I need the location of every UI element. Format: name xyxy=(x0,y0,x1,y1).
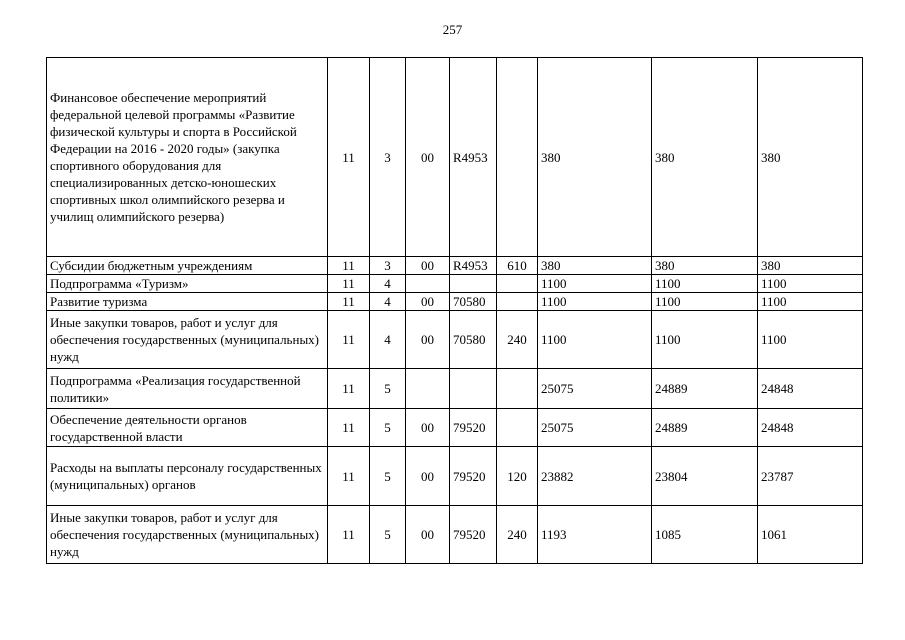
target-code xyxy=(450,275,497,293)
amount-year-3: 23787 xyxy=(758,447,863,506)
expense-type-code xyxy=(497,369,538,409)
subsection-code: 4 xyxy=(370,275,406,293)
table-row xyxy=(47,506,863,564)
amount-year-2: 24889 xyxy=(652,409,758,447)
program-code: 00 xyxy=(406,506,450,564)
subsection-code: 5 xyxy=(370,447,406,506)
row-name: Подпрограмма «Реализация государственной политики» xyxy=(47,369,328,409)
table-row xyxy=(47,369,863,409)
expense-type-code xyxy=(497,275,538,293)
program-code: 00 xyxy=(406,409,450,447)
amount-year-1: 1193 xyxy=(538,506,652,564)
amount-year-1: 25075 xyxy=(538,409,652,447)
subsection-code: 3 xyxy=(370,58,406,257)
amount-year-1: 1100 xyxy=(538,311,652,369)
amount-year-3: 1061 xyxy=(758,506,863,564)
expense-type-code xyxy=(497,293,538,311)
amount-year-2: 1100 xyxy=(652,293,758,311)
target-code: R4953 xyxy=(450,257,497,275)
amount-year-2: 1085 xyxy=(652,506,758,564)
program-code xyxy=(406,369,450,409)
expense-type-code xyxy=(497,409,538,447)
program-code: 00 xyxy=(406,257,450,275)
section-code: 11 xyxy=(328,447,370,506)
section-code: 11 xyxy=(328,369,370,409)
expense-type-code: 240 xyxy=(497,506,538,564)
section-code: 11 xyxy=(328,311,370,369)
amount-year-2: 380 xyxy=(652,257,758,275)
table-row xyxy=(47,293,863,311)
expense-type-code: 240 xyxy=(497,311,538,369)
program-code: 00 xyxy=(406,58,450,257)
amount-year-2: 24889 xyxy=(652,369,758,409)
subsection-code: 4 xyxy=(370,311,406,369)
amount-year-3: 380 xyxy=(758,257,863,275)
target-code: R4953 xyxy=(450,58,497,257)
program-code: 00 xyxy=(406,293,450,311)
target-code: 70580 xyxy=(450,293,497,311)
amount-year-1: 380 xyxy=(538,58,652,257)
row-name: Финансовое обеспечение мероприятий федеральной целевой программы «Развитие физической культуры и спорта в Российской Федерации на 2016 - 2020 годы» (закупка спортивного оборудования для специализированных детско-юношеских спортивных школ олимпийского резерва и училищ олимпийского резерва) xyxy=(47,58,328,257)
page-number: 257 xyxy=(442,22,463,37)
table-row xyxy=(47,275,863,293)
row-name: Иные закупки товаров, работ и услуг для обеспечения государственных (муниципальных) нужд xyxy=(47,311,328,369)
expense-type-code: 120 xyxy=(497,447,538,506)
subsection-code: 5 xyxy=(370,409,406,447)
row-name: Развитие туризма xyxy=(47,293,328,311)
amount-year-2: 23804 xyxy=(652,447,758,506)
table-row xyxy=(47,409,863,447)
subsection-code: 5 xyxy=(370,506,406,564)
subsection-code: 5 xyxy=(370,369,406,409)
row-name: Подпрограмма «Туризм» xyxy=(47,275,328,293)
table-row xyxy=(47,311,863,369)
amount-year-1: 1100 xyxy=(538,293,652,311)
table-row xyxy=(47,58,863,257)
amount-year-3: 24848 xyxy=(758,409,863,447)
row-name: Расходы на выплаты персоналу государственных (муниципальных) органов xyxy=(47,447,328,506)
program-code: 00 xyxy=(406,447,450,506)
row-name: Субсидии бюджетным учреждениям xyxy=(47,257,328,275)
target-code: 79520 xyxy=(450,447,497,506)
amount-year-3: 1100 xyxy=(758,311,863,369)
amount-year-2: 1100 xyxy=(652,275,758,293)
amount-year-3: 24848 xyxy=(758,369,863,409)
amount-year-2: 380 xyxy=(652,58,758,257)
amount-year-2: 1100 xyxy=(652,311,758,369)
amount-year-1: 25075 xyxy=(538,369,652,409)
target-code: 79520 xyxy=(450,506,497,564)
row-name: Обеспечение деятельности органов государственной власти xyxy=(47,409,328,447)
amount-year-3: 380 xyxy=(758,58,863,257)
table-row xyxy=(47,257,863,275)
table-row xyxy=(47,447,863,506)
expense-type-code xyxy=(497,58,538,257)
expense-type-code: 610 xyxy=(497,257,538,275)
section-code: 11 xyxy=(328,275,370,293)
target-code: 79520 xyxy=(450,409,497,447)
amount-year-1: 1100 xyxy=(538,275,652,293)
target-code: 70580 xyxy=(450,311,497,369)
amount-year-1: 23882 xyxy=(538,447,652,506)
amount-year-1: 380 xyxy=(538,257,652,275)
section-code: 11 xyxy=(328,257,370,275)
section-code: 11 xyxy=(328,58,370,257)
row-name: Иные закупки товаров, работ и услуг для обеспечения государственных (муниципальных) нужд xyxy=(47,506,328,564)
amount-year-3: 1100 xyxy=(758,275,863,293)
subsection-code: 4 xyxy=(370,293,406,311)
budget-table xyxy=(46,57,863,564)
section-code: 11 xyxy=(328,409,370,447)
subsection-code: 3 xyxy=(370,257,406,275)
program-code: 00 xyxy=(406,311,450,369)
amount-year-3: 1100 xyxy=(758,293,863,311)
section-code: 11 xyxy=(328,506,370,564)
target-code xyxy=(450,369,497,409)
program-code xyxy=(406,275,450,293)
section-code: 11 xyxy=(328,293,370,311)
